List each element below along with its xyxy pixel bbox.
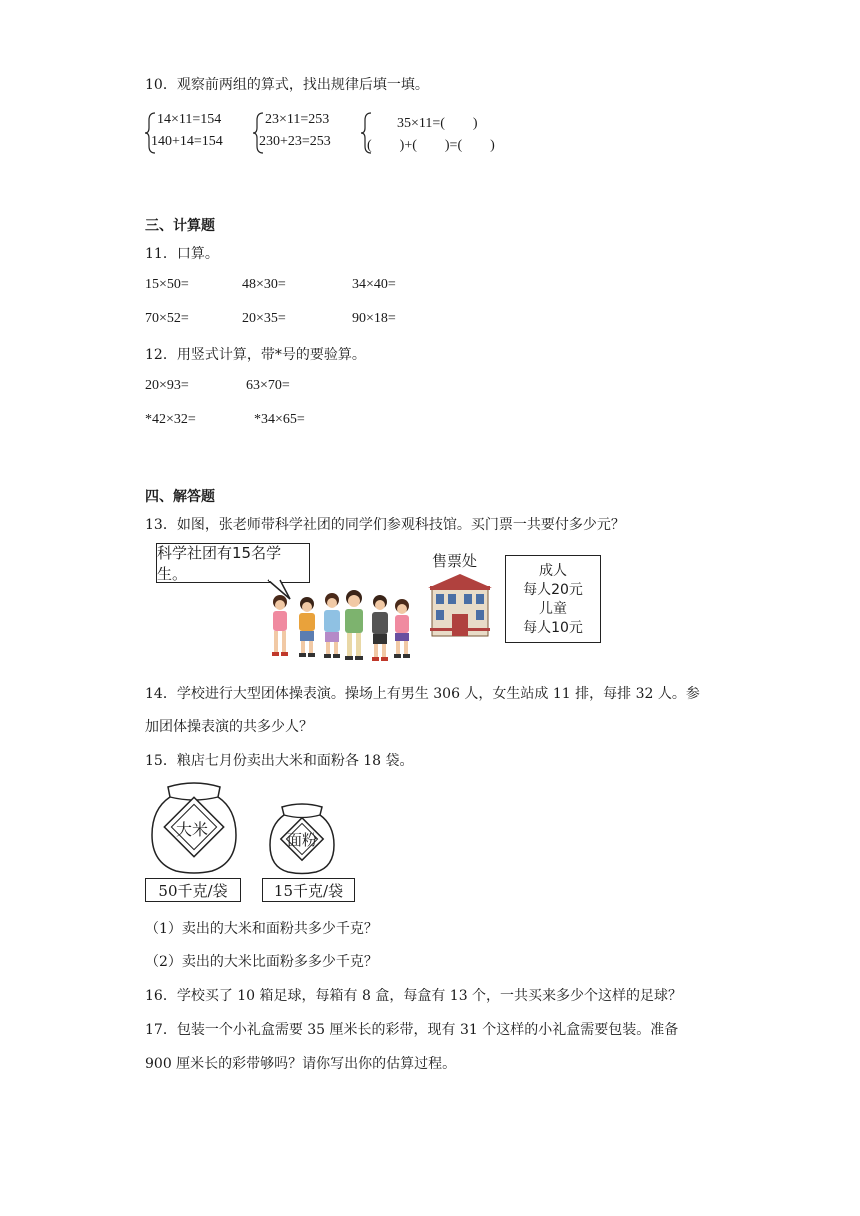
price-line: 儿童	[539, 601, 567, 617]
oral-calc-item: 70×52=	[145, 311, 189, 326]
equation: 23×11=253	[265, 112, 330, 127]
q17-line: 17．包装一个小礼盒需要 35 厘米长的彩带，现有 31 个这样的小礼盒需要包装。准备	[145, 1022, 679, 1038]
equation: 140+14=154	[151, 134, 223, 149]
speech-text: 科学社团有15名学生。	[157, 544, 282, 583]
flour-weight-text: 15千克/袋	[273, 881, 344, 900]
oral-calc-item: 20×35=	[242, 311, 286, 326]
price-board	[505, 555, 601, 643]
ticket-office-label: 售票处	[432, 552, 478, 570]
q12-title: 12．用竖式计算，带*号的要验算。	[145, 347, 366, 363]
equation: 14×11=154	[157, 112, 222, 127]
flour-weight-label	[262, 878, 355, 902]
oral-calc-item: 90×18=	[352, 311, 396, 326]
oral-calc-item: 48×30=	[242, 277, 286, 292]
rice-label: 大米	[176, 820, 209, 839]
q17-line: 900 厘米长的彩带够吗？请你写出你的估算过程。	[145, 1056, 457, 1072]
speech-bubble	[156, 543, 310, 583]
oral-calc-item: 15×50=	[145, 277, 189, 292]
oral-calc-item: 34×40=	[352, 277, 396, 292]
rice-weight-text: 50千克/袋	[158, 881, 228, 900]
q14-line: 加团体操表演的共多少人？	[145, 719, 313, 735]
vertical-calc-item: *34×65=	[254, 412, 305, 427]
building-icon	[424, 570, 496, 638]
q14-line: 14．学校进行大型团体操表演。操场上有男生 306 人，女生站成 11 排，每排 32 人。参	[145, 686, 700, 702]
q16-text: 16．学校买了 10 箱足球，每箱有 8 盒，每盒有 13 个，一共买来多少个这样的足球？	[145, 988, 683, 1004]
equation-blank[interactable]: 35×11=( )	[397, 116, 478, 131]
q15-subquestion: （1）卖出的大米和面粉共多少千克？	[145, 921, 378, 937]
q15-subquestion: （2）卖出的大米比面粉多多少千克？	[145, 954, 378, 970]
q11-title: 11．口算。	[145, 246, 219, 262]
price-line: 每人10元	[523, 620, 583, 636]
vertical-calc-item: 63×70=	[246, 378, 290, 393]
equation-blank[interactable]: ( )+( )=( )	[367, 138, 495, 153]
section-heading: 四、解答题	[145, 489, 215, 505]
vertical-calc-item: *42×32=	[145, 412, 196, 427]
q13-title: 13．如图，张老师带科学社团的同学们参观科技馆。买门票一共要付多少元？	[145, 517, 625, 533]
children-group-icon	[262, 588, 422, 668]
vertical-calc-item: 20×93=	[145, 378, 189, 393]
section-heading: 三、计算题	[145, 218, 215, 234]
rice-weight-label	[145, 878, 241, 902]
price-line: 成人	[539, 563, 567, 579]
q10-title: 10．观察前两组的算式，找出规律后填一填。	[145, 77, 429, 93]
flour-label: 面粉	[287, 831, 318, 849]
q15-title: 15．粮店七月份卖出大米和面粉各 18 袋。	[145, 753, 414, 769]
equation: 230+23=253	[259, 134, 331, 149]
price-line: 每人20元	[523, 582, 583, 598]
